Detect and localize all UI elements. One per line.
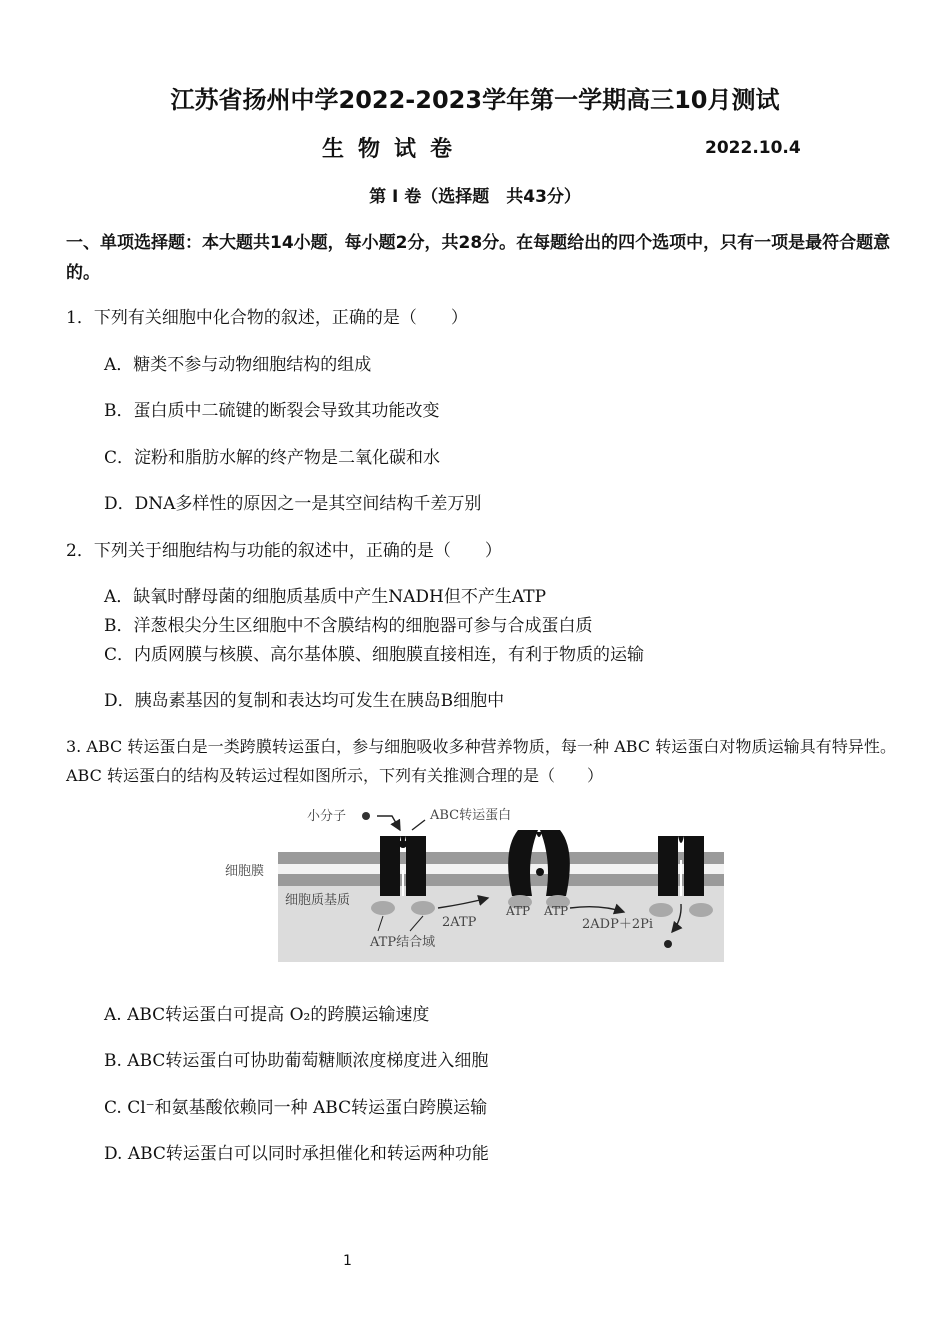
question-2-option-d: D．胰岛素基因的复制和表达均可发生在胰岛B细胞中	[104, 691, 505, 711]
label-atp-left: ATP	[506, 904, 531, 918]
question-2-option-b: B．洋葱根尖分生区细胞中不含膜结构的细胞器可参与合成蛋白质	[104, 616, 593, 636]
question-3-option-a: A. ABC转运蛋白可提高 O₂的跨膜运输速度	[104, 1005, 430, 1025]
label-small-molecule: 小分子	[307, 809, 347, 824]
question-1-stem: 1．下列有关细胞中化合物的叙述，正确的是（ ）	[66, 308, 468, 328]
label-membrane: 细胞膜	[225, 864, 265, 879]
page-subtitle: 生物试卷	[322, 137, 467, 162]
exam-date: 2022.10.4	[705, 138, 801, 158]
label-2atp: 2ATP	[442, 915, 477, 930]
label-atp-right: ATP	[544, 904, 569, 918]
question-1-option-c: C．淀粉和脂肪水解的终产物是二氧化碳和水	[104, 448, 441, 468]
label-abc-protein: ABC转运蛋白	[430, 808, 512, 823]
question-3-stem: 3. ABC 转运蛋白是一类跨膜转运蛋白，参与细胞吸收多种营养物质，每一种 ABC 转运蛋白对物质运输具有特异性。ABC 转运蛋白的结构及转运过程如图所示，下列有关推测合理的是（ ）	[66, 737, 896, 785]
question-2-stem: 2．下列关于细胞结构与功能的叙述中，正确的是（ ）	[66, 541, 502, 561]
question-3-option-d: D. ABC转运蛋白可以同时承担催化和转运两种功能	[104, 1144, 489, 1164]
question-2-option-a: A．缺氧时酵母菌的细胞质基质中产生NADH但不产生ATP	[104, 587, 547, 607]
question-3-option-b: B. ABC转运蛋白可协助葡萄糖顺浓度梯度进入细胞	[104, 1051, 489, 1071]
question-1-option-b: B．蛋白质中二硫键的断裂会导致其功能改变	[104, 401, 440, 421]
label-adp-products: 2ADP＋2Pi	[582, 917, 654, 932]
question-3-option-c: C. Cl⁻和氨基酸依赖同一种 ABC转运蛋白跨膜运输	[104, 1098, 488, 1118]
label-cytoplasm: 细胞质基质	[285, 893, 351, 908]
membrane-outer-layer	[278, 852, 724, 864]
question-2-option-c: C．内质网膜与核膜、高尔基体膜、细胞膜直接相连，有利于物质的运输	[104, 645, 645, 665]
small-molecule-dot	[362, 812, 370, 820]
question-1-option-a: A．糖类不参与动物细胞结构的组成	[104, 355, 372, 375]
page-number: 1	[343, 1253, 352, 1269]
label-atp-domain: ATP结合域	[370, 935, 436, 950]
abc-transporter-figure	[220, 800, 730, 965]
page-title: 江苏省扬州中学2022-2023学年第一学期高三10月测试	[170, 86, 780, 114]
section-instructions: 一、单项选择题：本大题共14小题，每小题2分，共28分。在每题给出的四个选项中，只有一项是最符合题意的。	[66, 233, 891, 283]
released-molecule-dot	[664, 940, 672, 948]
membrane-inner-layer	[278, 874, 724, 886]
part-heading: 第 Ⅰ 卷（选择题 共43分）	[369, 187, 581, 207]
question-1-option-d: D．DNA多样性的原因之一是其空间结构千差万别	[104, 494, 482, 514]
